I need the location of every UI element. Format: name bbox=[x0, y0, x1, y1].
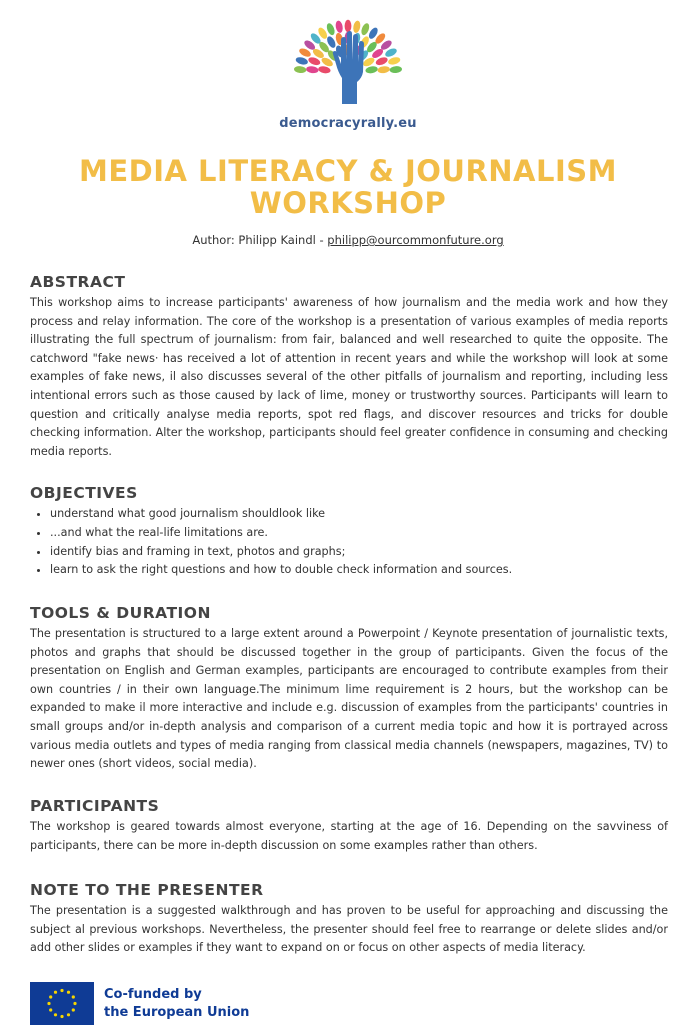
title-line-2: WORKSHOP bbox=[249, 186, 447, 220]
list-item: • understand what good journalism shouldlook like bbox=[50, 505, 668, 524]
eu-star-icon bbox=[49, 995, 52, 998]
list-item: • ...and what the real-life limitations are. bbox=[50, 524, 668, 543]
note-text: The presentation is a suggested walkthrough and has proven to be useful for approaching and discussing the subject al previous workshops. Nevertheless, the presenter should feel free to rearrange or delete slides and/or add other slides or examples if they want to expand on or focus on other aspects of media literacy. bbox=[30, 904, 668, 955]
tree-hand-icon bbox=[286, 12, 410, 112]
abstract-heading: ABSTRACT bbox=[30, 273, 126, 291]
page-title bbox=[0, 155, 696, 219]
eu-star-icon bbox=[67, 1013, 70, 1016]
eu-star-icon bbox=[60, 989, 63, 992]
eu-star-icon bbox=[60, 1015, 63, 1018]
leaf-shape bbox=[294, 66, 307, 74]
leaf-shape bbox=[325, 22, 336, 36]
objectives-list bbox=[30, 505, 668, 580]
author-line bbox=[0, 233, 696, 247]
list-item: • learn to ask the right questions and how to double check information and sources. bbox=[50, 561, 668, 580]
tools-text: The presentation is structured to a large extent around a Powerpoint / Keynote presentation of journalistic texts, photos and graphs that should be discussed together in the group of participants. Given the focus of the presentation on English and German examples, participants are encouraged to contribute examples from their own countries / in their own language.The minimum lime requirement is 2 hours, but the workshop can be expanded to make il more interactive and include e.g. discussion of examples from the participants' countries in small groups and/or in-depth analysis and comparison of a current media topic and how it is portrayed across various media outlets and types of media ranging from classical media channels (newspapers, magazines, TV) to newer ones (short videos, social media). bbox=[30, 627, 668, 771]
leaf-shape bbox=[295, 56, 309, 66]
eu-line-1: Co-funded by bbox=[104, 987, 202, 1002]
leaf-shape bbox=[352, 20, 361, 33]
leaf-shape bbox=[306, 66, 319, 74]
objectives-section bbox=[30, 483, 668, 580]
participants-section bbox=[30, 796, 668, 855]
title-line-1: MEDIA LITERACY & JOURNALISM bbox=[78, 154, 618, 188]
tools-section bbox=[30, 603, 668, 774]
abstract-section bbox=[30, 272, 668, 461]
democracyrally-logo bbox=[286, 12, 410, 112]
eu-star-icon bbox=[72, 1008, 75, 1011]
eu-star-icon bbox=[72, 995, 75, 998]
eu-flag-icon bbox=[30, 982, 94, 1025]
participants-text: The workshop is geared towards almost everyone, starting at the age of 16. Depending on the savviness of participants, there can be more in-depth discussion on some examples rather than others. bbox=[30, 820, 668, 852]
leaf-shape bbox=[345, 20, 352, 32]
objectives-heading: OBJECTIVES bbox=[30, 484, 138, 502]
eu-star-icon bbox=[47, 1002, 50, 1005]
eu-star-icon bbox=[67, 991, 70, 994]
leaf-shape bbox=[318, 65, 331, 74]
note-heading: NOTE TO THE PRESENTER bbox=[30, 881, 264, 899]
leaf-shape bbox=[387, 56, 401, 66]
participants-heading: PARTICIPANTS bbox=[30, 797, 160, 815]
eu-star-icon bbox=[73, 1002, 76, 1005]
leaf-shape bbox=[360, 22, 371, 36]
eu-star-icon bbox=[54, 991, 57, 994]
abstract-text: This workshop aims to increase participants' awareness of how journalism and the media work and how they process and relay information. The core of the workshop is a presentation of various examples of media reports illustrating the full spectrum of journalism: from fair, balanced and well researched to quite the opposite. The catchword "fake news· has received a lot of attention in recent years and while the workshop will look at some examples of fake news, il also discusses several of the other pitfalls of journalism and reporting, including less intentional errors such as those caused by lack of lime, money or trustworthy sources. Participants will learn to question and critically analyse media reports, spot red flags, and discover resources and tricks for double checking information. Alter the workshop, participants should feel greater confidence in consuming and checking media reports. bbox=[30, 296, 668, 458]
eu-line-2: the European Union bbox=[104, 1005, 250, 1020]
leaf-shape bbox=[335, 20, 344, 33]
site-name: democracyrally.eu bbox=[279, 116, 417, 131]
eu-cofunded-badge bbox=[30, 982, 290, 1026]
author-label: Author: Philipp Kaindl - bbox=[192, 233, 328, 247]
note-section bbox=[30, 880, 668, 958]
eu-cofunded-text bbox=[104, 986, 249, 1022]
list-item: • identify bias and framing in text, photos and graphs; bbox=[50, 543, 668, 562]
leaf-shape bbox=[389, 66, 402, 74]
leaf-shape bbox=[365, 65, 378, 74]
author-email-link[interactable]: philipp@ourcommonfuture.org bbox=[327, 233, 504, 247]
eu-star-icon bbox=[49, 1008, 52, 1011]
eu-star-icon bbox=[54, 1013, 57, 1016]
tools-heading: TOOLS & DURATION bbox=[30, 604, 211, 622]
leaf-shape bbox=[377, 66, 390, 74]
